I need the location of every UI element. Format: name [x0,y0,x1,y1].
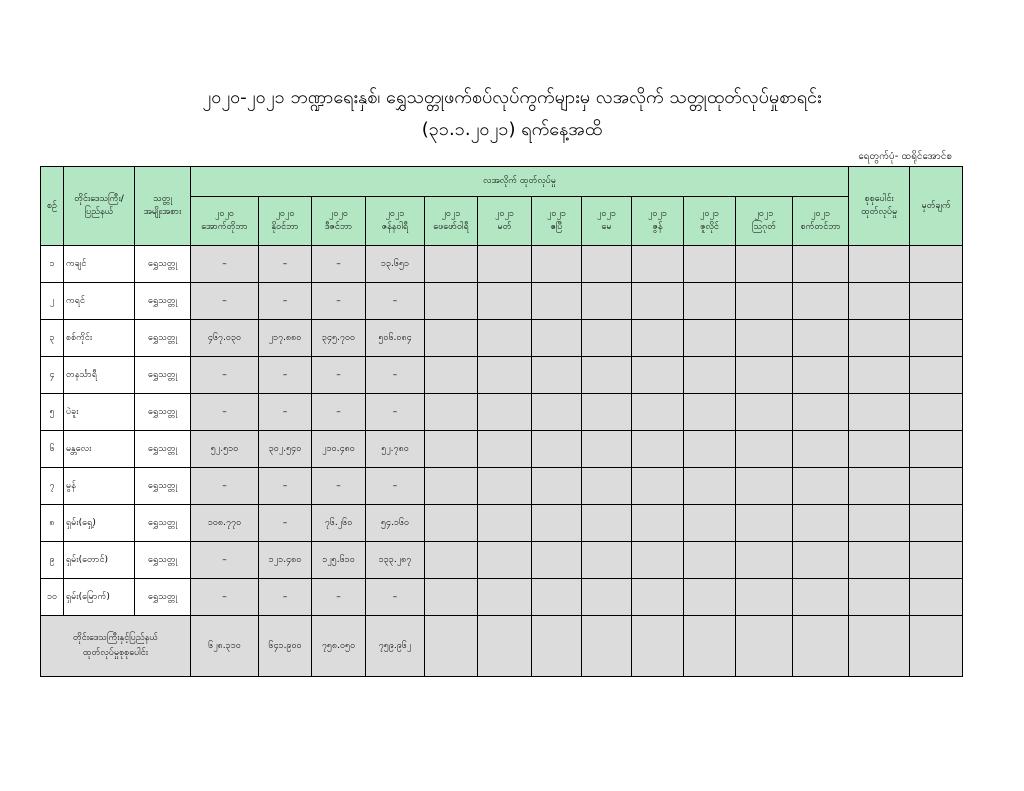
row-remarks [910,246,963,283]
total-month-value [425,616,478,677]
row-remarks [910,431,963,468]
row-month-value [478,320,532,357]
row-region: တနင်္သာရီ [64,357,135,394]
row-month-value [684,468,736,505]
row-month-value [632,542,684,579]
row-month-value [478,431,532,468]
row-month-value [632,579,684,616]
row-month-value [736,468,793,505]
row-month-value [582,283,632,320]
row-month-value [532,246,582,283]
row-month-value: – [191,357,259,394]
row-month-value [478,468,532,505]
row-month-value [736,394,793,431]
row-total-value [849,505,910,542]
total-remarks [910,616,963,677]
table-total-row [41,616,963,677]
header-metal-type: သတ္တု အမျိုးအစား [135,167,191,246]
row-month-value: ၅၂.၅၁၀ [191,431,259,468]
row-month-value [532,505,582,542]
row-month-value [582,542,632,579]
header-month [425,197,478,246]
header-month-year: ၂၀၂၀ [215,209,234,219]
row-total-value [849,431,910,468]
row-metal-type: ရွှေသတ္တု [135,320,191,357]
row-region: ကရင် [64,283,135,320]
row-month-value [736,357,793,394]
header-month-name: ဇူလိုင် [700,222,719,232]
header-month [632,197,684,246]
row-number: ၂ [41,283,64,320]
header-month-name: ဩဂုတ် [751,222,777,232]
document-title: ၂၀၂၀-၂၀၂၁ ဘဏ္ဍာရေးနှစ်၊ ရွှေသတ္တုဖက်စပ်လုပ်ကွက်များမှ လအလိုက် သတ္တုထုတ်လုပ်မှုစာရင်း [202,87,822,108]
row-metal-type: ရွှေသတ္တု [135,468,191,505]
header-month [793,197,849,246]
row-month-value [532,431,582,468]
row-month-value [478,283,532,320]
header-month-year: ၂၀၂၁ [495,209,514,219]
header-month-year: ၂၀၂၁ [441,209,461,219]
row-month-value: ၁၂၅.၆၁၀ [312,542,366,579]
table-row [41,357,963,394]
row-month-value: ၁၀၈.၇၇၀ [191,505,259,542]
row-month-value [478,542,532,579]
row-number: ၈ [41,505,64,542]
total-grand-value [849,616,910,677]
table-row [41,468,963,505]
row-month-value [478,394,532,431]
table-row [41,283,963,320]
row-region: ရှမ်း(တောင်) [64,542,135,579]
row-month-value [684,357,736,394]
row-metal-type: ရွှေသတ္တု [135,283,191,320]
row-month-value [793,394,849,431]
row-month-value [632,246,684,283]
header-month [366,197,425,246]
header-month-name: မေ [601,222,612,232]
row-month-value: ၃၀၂.၅၄၀ [259,431,312,468]
header-month-year: ၂၀၂၀ [275,209,295,219]
header-month-name: ဖေဖော်ဝါရီ [433,222,469,232]
header-month-year: ၂၀၂၀ [329,209,348,219]
header-month-name: စက်တင်ဘာ [800,222,841,232]
row-number: ၅ [41,394,64,431]
total-month-value [582,616,632,677]
row-total-value [849,320,910,357]
row-month-value [793,579,849,616]
row-month-value [582,357,632,394]
document-subtitle-date: (၃၁.၁.၂၀၂၁) ရက်နေ့အထိ [421,119,603,140]
row-month-value: ၁၃.၆၅၁ [366,246,425,283]
row-metal-type: ရွှေသတ္တု [135,246,191,283]
row-month-value [632,468,684,505]
row-month-value [736,579,793,616]
row-month-value [793,320,849,357]
row-month-value: – [259,579,312,616]
row-month-value: – [312,283,366,320]
row-month-value [793,542,849,579]
row-month-value [736,246,793,283]
row-month-value [425,394,478,431]
row-month-value: – [259,357,312,394]
row-remarks [910,505,963,542]
row-month-value [736,320,793,357]
header-month-year: ၂၀၂၁ [811,209,831,219]
row-month-value: – [259,246,312,283]
row-region: ပဲခူး [64,394,135,431]
row-month-value [582,505,632,542]
header-remarks: မှတ်ချက် [910,167,963,246]
total-month-value [684,616,736,677]
row-month-value: – [259,394,312,431]
row-remarks [910,542,963,579]
row-month-value [425,579,478,616]
row-number: ၃ [41,320,64,357]
row-month-value [736,283,793,320]
row-month-value [425,320,478,357]
row-month-value: – [366,283,425,320]
row-month-value: – [191,246,259,283]
row-month-value: ၄၆၇.၀၃၀ [191,320,259,357]
row-month-value [736,542,793,579]
row-month-value [632,394,684,431]
row-month-value: ၁၂၁.၄၈၀ [259,542,312,579]
row-region: ရှမ်း(ရှေ့) [64,505,135,542]
row-region: ကချင် [64,246,135,283]
row-month-value: – [259,505,312,542]
row-month-value [684,320,736,357]
header-month-year: ၂၀၂၁ [547,209,566,219]
row-month-value [793,283,849,320]
row-metal-type: ရွှေသတ္တု [135,394,191,431]
row-month-value: – [366,579,425,616]
row-month-value [582,246,632,283]
total-month-value [632,616,684,677]
row-month-value [684,505,736,542]
header-month [312,197,366,246]
row-month-value: – [366,394,425,431]
header-month-year: ၂၀၂၁ [754,209,774,219]
header-month-name: မတ် [497,222,512,232]
row-month-value [632,283,684,320]
header-month [259,197,312,246]
row-total-value [849,246,910,283]
header-region: တိုင်းဒေသကြီး/ ပြည်နယ် [64,167,135,246]
table-body [41,246,963,677]
row-month-value [684,431,736,468]
row-region: စစ်ကိုင်း [64,320,135,357]
total-row-label: တိုင်းဒေသကြီးနှင့်ပြည်နယ် ထုတ်လုပ်မှုစုစုပေါင်း [41,616,191,677]
row-month-value [684,246,736,283]
row-month-value [793,505,849,542]
row-month-value [736,505,793,542]
header-month [191,197,259,246]
row-total-value [849,468,910,505]
total-month-value: ၇၅၉.၉၆၂ [366,616,425,677]
row-month-value [532,542,582,579]
row-month-value [582,320,632,357]
production-table [40,166,963,677]
row-month-value: ၂၁၀.၄၈၀ [312,431,366,468]
row-month-value [793,431,849,468]
header-month [478,197,532,246]
total-month-value [793,616,849,677]
row-month-value [632,505,684,542]
table-row [41,505,963,542]
header-month-name: ဒီဇင်ဘာ [324,222,353,232]
row-total-value [849,283,910,320]
table-row [41,246,963,283]
row-month-value: – [312,357,366,394]
row-number: ၄ [41,357,64,394]
row-month-value [425,357,478,394]
row-month-value: ၇၆.၂၆၀ [312,505,366,542]
total-month-value: ၇၅၈.၀၅၀ [312,616,366,677]
row-number: ၉ [41,542,64,579]
row-month-value [478,246,532,283]
row-month-value: – [191,579,259,616]
row-month-value [532,579,582,616]
row-month-value [736,431,793,468]
row-number: ၇ [41,468,64,505]
header-row [41,167,963,197]
row-remarks [910,357,963,394]
unit-note: ရေတွက်ပုံ- ထရိုင်အောင်စ [858,151,952,162]
row-month-value [632,431,684,468]
row-month-value [684,283,736,320]
row-month-value: ၁၃၃.၂၈၇ [366,542,425,579]
row-month-value: – [312,246,366,283]
row-month-value: ၅၂.၇၈၀ [366,431,425,468]
row-total-value [849,357,910,394]
header-month-name: အောက်တိုဘာ [201,222,248,232]
row-month-value [425,431,478,468]
row-month-value: ၃၄၅.၇၀၀ [312,320,366,357]
row-region: မွန် [64,468,135,505]
row-month-value: – [191,394,259,431]
row-month-value [425,505,478,542]
header-month [736,197,793,246]
row-month-value [684,579,736,616]
row-month-value [582,431,632,468]
row-month-value [793,246,849,283]
header-month-year: ၂၀၂၁ [648,209,667,219]
row-remarks [910,283,963,320]
row-metal-type: ရွှေသတ္တု [135,579,191,616]
row-month-value [793,468,849,505]
row-month-value [478,579,532,616]
total-month-value: ၆၂၈.၃၁၀ [191,616,259,677]
row-month-value [793,357,849,394]
row-month-value [532,283,582,320]
row-month-value: – [259,283,312,320]
row-number: ၁ [41,246,64,283]
total-month-value [736,616,793,677]
row-remarks [910,320,963,357]
row-month-value [478,505,532,542]
row-region: မန္တလေး [64,431,135,468]
table-row [41,579,963,616]
row-month-value: – [191,283,259,320]
header-month [532,197,582,246]
header-month-year: ၂၀၂၁ [597,209,616,219]
row-month-value [425,283,478,320]
row-month-value: – [312,468,366,505]
row-total-value [849,542,910,579]
row-month-value: – [191,542,259,579]
header-month [684,197,736,246]
row-metal-type: ရွှေသတ္တု [135,542,191,579]
row-month-value [632,320,684,357]
row-month-value: ၅၄.၁၆၀ [366,505,425,542]
row-metal-type: ရွှေသတ္တု [135,505,191,542]
row-total-value [849,394,910,431]
table-row [41,320,963,357]
row-number: ၁၀ [41,579,64,616]
row-month-value [478,357,532,394]
header-month-year: ၂၀၂၁ [700,209,719,219]
row-remarks [910,468,963,505]
header-no: စဉ် [41,167,64,246]
header-month-name: ဇွန် [652,222,663,232]
row-month-value: – [259,468,312,505]
total-month-value [478,616,532,677]
row-month-value: ၂၁၇.၈၈၀ [259,320,312,357]
total-month-value: ၆၄၁.၉၀၀ [259,616,312,677]
row-month-value [425,468,478,505]
row-number: ၆ [41,431,64,468]
row-month-value: – [366,357,425,394]
header-month [582,197,632,246]
header-monthly-production: လအလိုက် ထုတ်လုပ်မှု [191,167,849,197]
row-region: ရှမ်း(မြောက်) [64,579,135,616]
row-total-value [849,579,910,616]
table-row [41,431,963,468]
row-month-value [582,394,632,431]
row-month-value [532,468,582,505]
row-remarks [910,394,963,431]
row-month-value [582,579,632,616]
row-month-value [532,394,582,431]
row-month-value [684,394,736,431]
row-month-value [425,542,478,579]
row-month-value: – [366,468,425,505]
row-month-value [632,357,684,394]
row-month-value: – [312,394,366,431]
header-month-name: ဧပြီ [550,222,563,232]
header-month-name: ဇန်နဝါရီ [381,222,409,232]
row-month-value: – [191,468,259,505]
row-remarks [910,579,963,616]
table-row [41,542,963,579]
total-month-value [532,616,582,677]
row-month-value: – [312,579,366,616]
row-month-value [684,542,736,579]
header-month-name: နိုဝင်ဘာ [271,222,299,232]
row-month-value [532,320,582,357]
row-month-value [532,357,582,394]
row-month-value [582,468,632,505]
row-month-value: ၅၀၆.၀၈၄ [366,320,425,357]
row-metal-type: ရွှေသတ္တု [135,431,191,468]
row-metal-type: ရွှေသတ္တု [135,357,191,394]
table-row [41,394,963,431]
header-month-year: ၂၀၂၁ [385,209,405,219]
header-total-production: စုစုပေါင်း ထုတ်လုပ်မှု [849,167,910,246]
row-month-value [425,246,478,283]
